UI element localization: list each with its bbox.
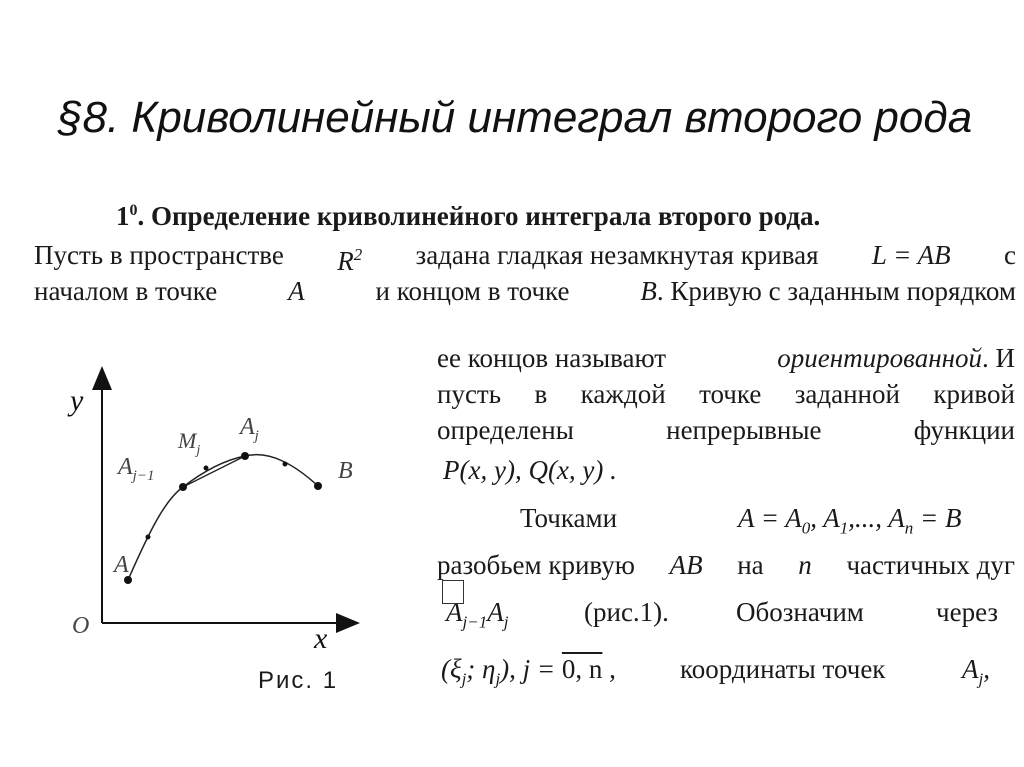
point-mid-1 — [146, 535, 151, 540]
point-A: A — [288, 276, 305, 306]
figure-reference: (рис.1). — [584, 597, 669, 627]
word: непрерывные — [666, 415, 822, 445]
space-symbol: $R^2$ — [337, 245, 363, 276]
point-B-fig — [314, 482, 322, 490]
point-mid-2 — [283, 462, 288, 467]
section-heading — [116, 193, 1016, 234]
coordinates-formula: ($\xi_j$; $\eta_j$), j = 0, n , — [441, 654, 616, 689]
word: кривой — [933, 379, 1015, 409]
text-line-8 — [437, 547, 1015, 583]
text-line-1-c: с — [1003, 240, 1016, 270]
word: определены — [437, 415, 574, 445]
text-line-8-a: разобьем кривую — [437, 550, 635, 580]
arc-symbol — [442, 580, 464, 604]
text-line-7-a: Точками — [520, 503, 618, 533]
axis-label-x: x — [314, 622, 328, 655]
point-B: B — [640, 276, 657, 306]
text-line-8-b: на — [737, 550, 764, 580]
word: в — [534, 379, 548, 409]
curve-figure — [0, 330, 400, 670]
text-line-1-a: Пусть в пространстве — [34, 240, 284, 270]
label-A: A — [114, 552, 129, 578]
points-formula: $A = A_0$, $A_1$,..., $A_n = B$ — [738, 503, 962, 538]
text-line-2 — [34, 273, 1016, 309]
section-heading-text: . Определение криволинейного интеграла второго рода. — [137, 201, 821, 231]
text-line-2-cd: B. Кривую с заданным порядком — [640, 276, 1016, 306]
point-Aj: $A_j$, — [962, 654, 990, 689]
word: точке — [699, 379, 762, 409]
point-Aj1 — [179, 483, 187, 491]
section-number-superscript: 0 — [129, 202, 138, 219]
curve-path — [128, 455, 318, 580]
curve-AB: AB — [669, 550, 703, 580]
label-B: B — [338, 458, 353, 484]
text-line-2-a: началом в точке — [34, 276, 218, 306]
word: заданной — [794, 379, 900, 409]
text-line-2-b: и концом в точке — [375, 276, 570, 306]
text-line-3-a: ее концов называют — [437, 343, 667, 373]
functions-formula: P(x, y), Q(x, y) . — [443, 455, 617, 485]
text-line-4 — [437, 376, 1015, 412]
axis-label-y: y — [70, 384, 84, 417]
text-line-8-c: частичных дуг — [846, 550, 1015, 580]
origin-label: O — [72, 613, 90, 639]
text-line-1-b: задана гладкая незамкнутая кривая — [415, 240, 819, 270]
section-number: 1 — [116, 201, 130, 231]
n-symbol: n — [798, 550, 812, 580]
page-title: §8. Криволинейный интеграл второго рода — [58, 93, 973, 142]
point-Mj — [204, 466, 209, 471]
text-line-9-d: через — [936, 597, 999, 627]
text-line-10-e: координаты точек — [680, 654, 886, 684]
label-Aj: $A_j$ — [240, 414, 259, 444]
oriented-term: ориентированной — [777, 343, 982, 373]
label-Mj: $M_j$ — [178, 428, 201, 458]
text-line-3-b: ориентированной. И — [777, 343, 1015, 373]
text-line-3 — [437, 340, 1015, 376]
text-line-9-c: Обозначим — [736, 597, 864, 627]
index-range: 0, n — [561, 654, 603, 684]
word: каждой — [580, 379, 666, 409]
curve-formula: L = AB — [871, 240, 951, 270]
word: функции — [913, 415, 1015, 445]
word: пусть — [437, 379, 502, 409]
label-Aj-1: $A_{j-1}$ — [118, 454, 155, 484]
arc-formula: $A_{j-1}A_j$ — [442, 594, 508, 640]
figure-caption: Рис. 1 — [258, 667, 339, 694]
point-Aj-fig — [241, 452, 249, 460]
text-line-5 — [437, 412, 1015, 448]
chord-line — [183, 456, 245, 487]
